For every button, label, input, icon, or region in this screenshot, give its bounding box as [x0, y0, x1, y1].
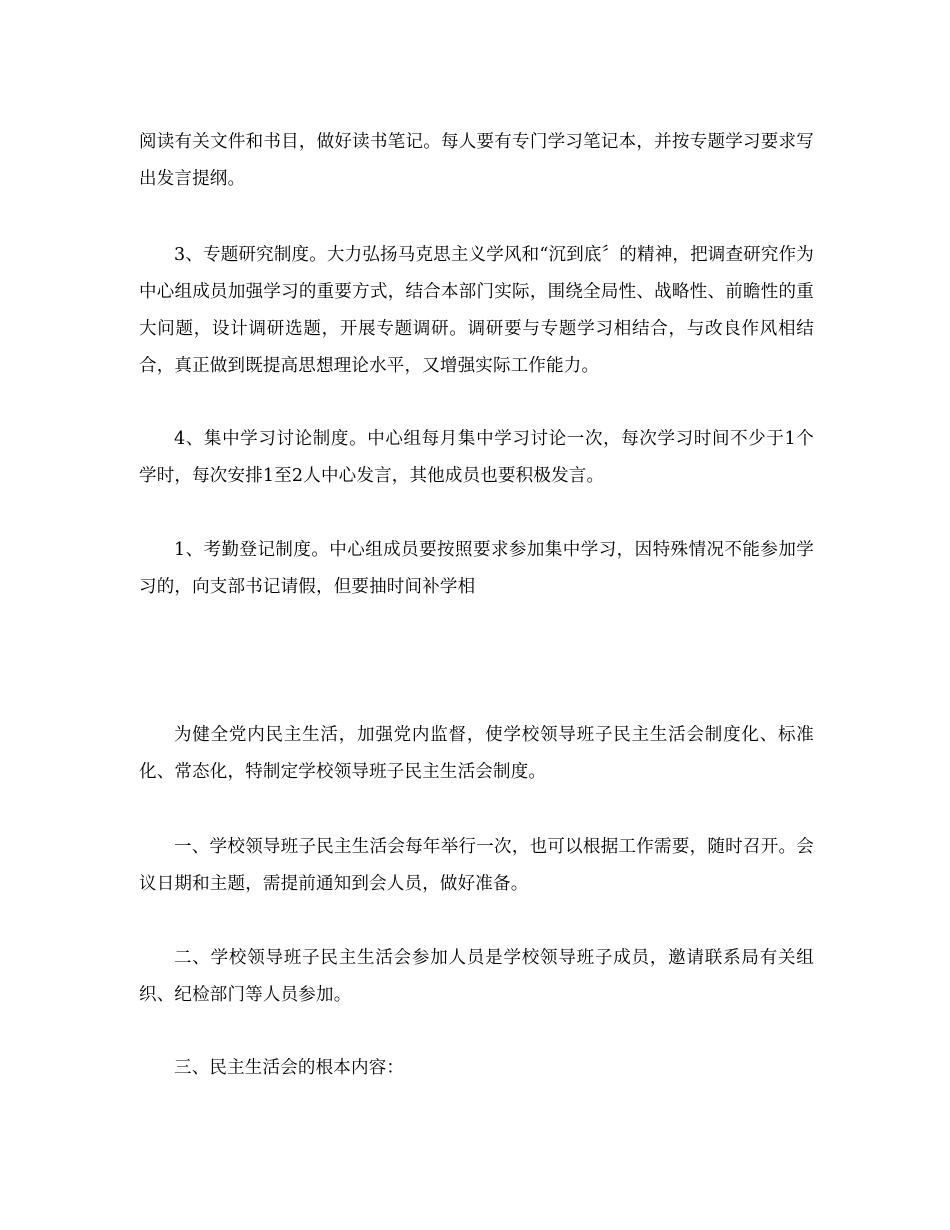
paragraph-section-three: 三、民主生活会的根本内容：: [174, 1058, 405, 1078]
paragraph-democratic-life-intro: 为健全党内民主生活，加强党内监督，使学校领导班子民主生活会制度化、标准化、常态化，特制定学校领导班子民主生活会制度。: [139, 725, 814, 782]
paragraph-section-two: 二、学校领导班子民主生活会参加人员是学校领导班子成员，邀请联系局有关组织、纪检部门等人员参加。: [139, 948, 814, 1005]
paragraph-attendance-system: 1、考勤登记制度。中心组成员要按照要求参加集中学习，因特殊情况不能参加学习的，向支部书记请假，但要抽时间补学相: [139, 540, 814, 597]
paragraph-section-one: 一、学校领导班子民主生活会每年举行一次，也可以根据工作需要，随时召开。会议日期和主题，需提前通知到会人员，做好准备。: [139, 837, 814, 894]
paragraph-reading-notes: 阅读有关文件和书目，做好读书笔记。每人要有专门学习笔记本，并按专题学习要求写出发言提纲。: [139, 132, 814, 189]
paragraph-research-system: 3、专题研究制度。大力弘扬马克思主义学风和“沉到底〞的精神，把调查研究作为中心组成员加强学习的重要方式，结合本部门实际，围绕全局性、战略性、前瞻性的重大问题，设计调研选题，开展专题调研。调研要与专题学习相结合，与改良作风相结合，真正做到既提高思想理论水平，又增强实际工作能力。: [139, 245, 814, 376]
paragraph-discussion-system: 4、集中学习讨论制度。中心组每月集中学习讨论一次，每次学习时间不少于1个学时，每次安排1至2人中心发言，其他成员也要积极发言。: [139, 429, 814, 486]
